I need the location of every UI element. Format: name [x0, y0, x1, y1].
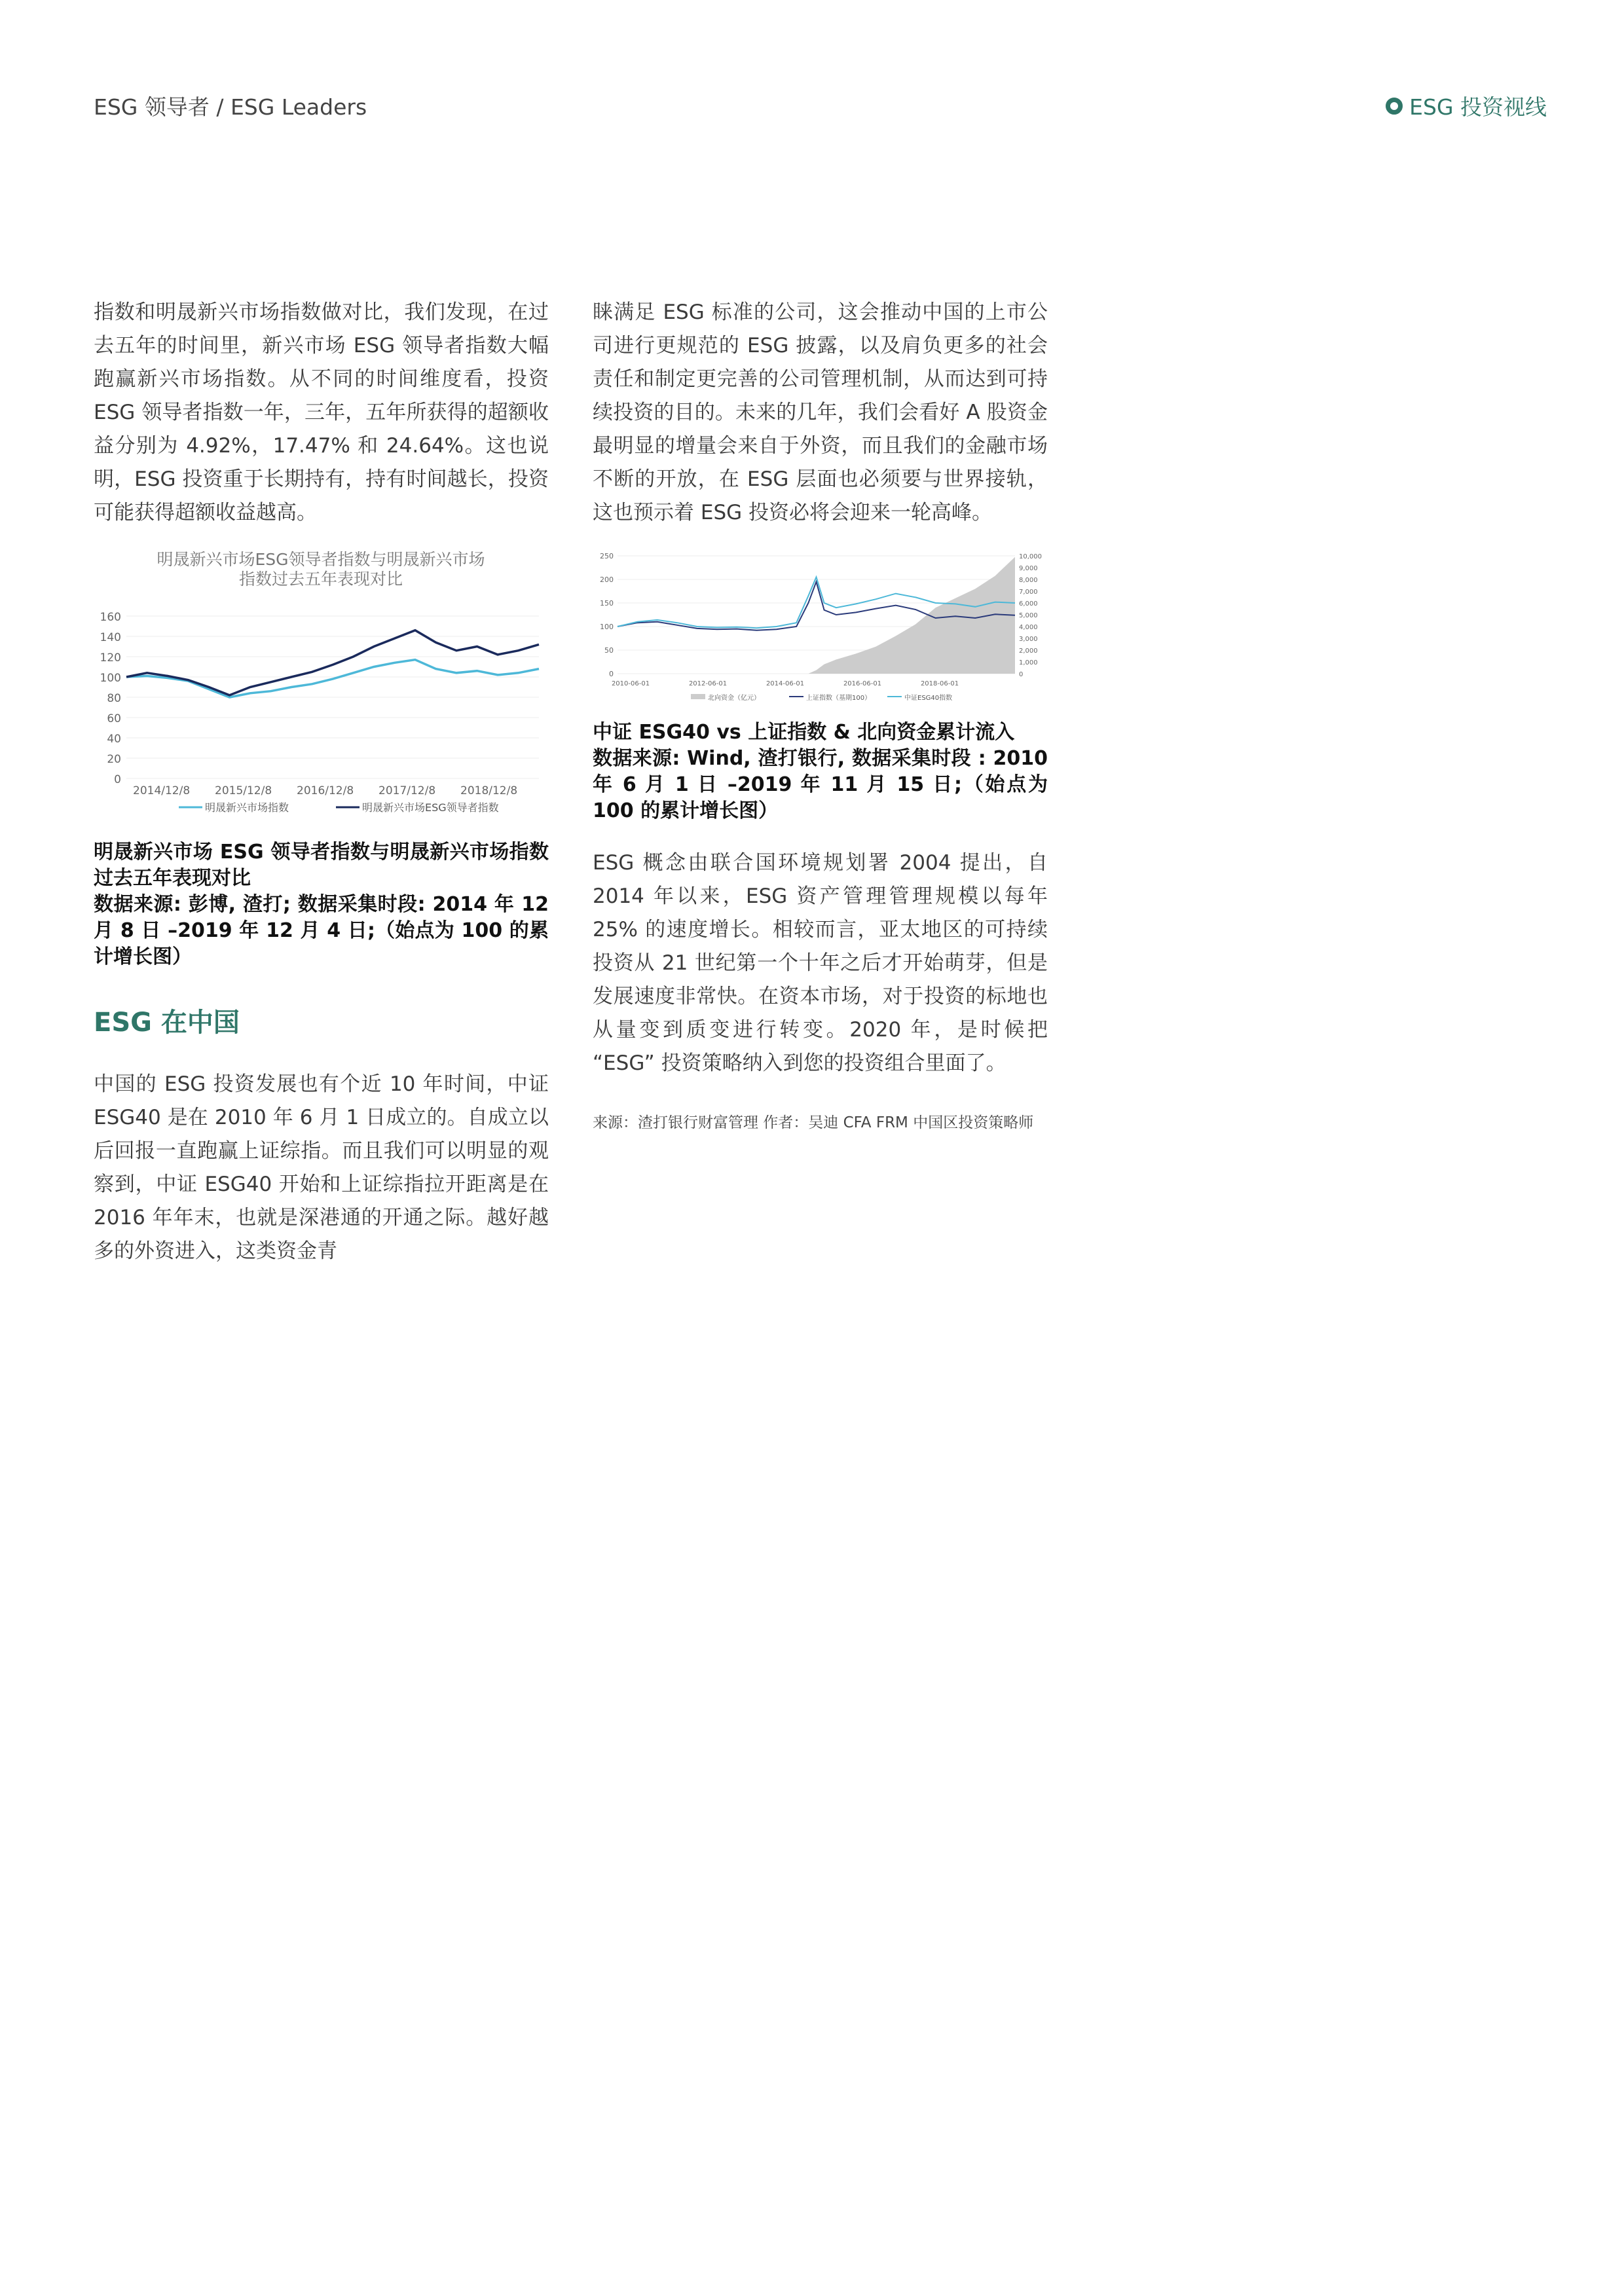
- right-paragraph-1: 睐满足 ESG 标准的公司，这会推动中国的上市公司进行更规范的 ESG 披露，以及肩负更多的社会责任和制定更完善的公司管理机制，从而达到可持续投资的目的。未来的几年，我们会看好 A 股资金最明显的增量会来自于外资，而且我们的金融市场不断的开放，在 ESG 层面也必须要与世界接轨，这也预示着 ESG 投资必将会迎来一轮高峰。: [593, 301, 1048, 524]
- chart2-y2tick-label: 9,000: [1019, 565, 1038, 572]
- chart1-caption-title: 明晟新兴市场 ESG 领导者指数与明晟新兴市场指数过去五年表现对比: [94, 841, 549, 890]
- chart2-y2tick-label: 10,000: [1019, 553, 1042, 560]
- chart1-xtick-label: 2017/12/8: [378, 784, 436, 797]
- running-header: ESG 领导者 / ESG Leaders: [94, 94, 367, 120]
- chart2-y2tick-label: 5,000: [1019, 612, 1038, 619]
- chart1-series-line: [126, 630, 539, 695]
- chart2-legend-swatch: [691, 694, 705, 699]
- chart2-y2tick-label: 8,000: [1019, 577, 1038, 584]
- chart2-y2tick-label: 7,000: [1019, 589, 1038, 596]
- chart2-ytick-label: 200: [600, 575, 614, 584]
- chart1-ytick-label: 100: [100, 672, 121, 685]
- chart1-ytick-label: 20: [107, 753, 121, 766]
- chart2-xtick-label: 2018-06-01: [920, 680, 959, 687]
- chart2-legend-label: 北向资金（亿元）: [708, 695, 760, 702]
- chart1-title-line1: 明晟新兴市场ESG领导者指数与明晟新兴市场: [157, 550, 485, 569]
- chart2-ytick-label: 250: [600, 552, 614, 560]
- chart1-xtick-label: 2016/12/8: [297, 784, 354, 797]
- chart1-xtick-label: 2015/12/8: [215, 784, 272, 797]
- chart-msci-esg: [94, 544, 549, 825]
- chart1-legend-label: 明晟新兴市场指数: [205, 801, 289, 814]
- left-paragraph-2: 中国的 ESG 投资发展也有个近 10 年时间，中证 ESG40 是在 2010 年 6 月 1 日成立的。自成立以后回报一直跑赢上证综指。而且我们可以明显的观察到，中证 ESG40 开始和上证综指拉开距离是在 2016 年年末，也就是深港通的开通之际。越好越多的外资进入，这类资金青: [94, 1072, 549, 1263]
- chart2-xtick-label: 2014-06-01: [766, 680, 805, 687]
- chart1-ytick-label: 60: [107, 712, 121, 725]
- section-heading: ESG 在中国: [94, 1008, 240, 1038]
- chart2-y2tick-label: 2,000: [1019, 647, 1038, 655]
- left-column: [94, 296, 549, 1268]
- chart2-ytick-label: 150: [600, 599, 614, 608]
- chart1-xtick-label: 2018/12/8: [460, 784, 518, 797]
- article-source: 来源：渣打银行财富管理 作者：吴迪 CFA FRM 中国区投资策略师: [593, 1114, 1034, 1131]
- chart-csi-esg40: [593, 543, 1048, 709]
- chart1-ytick-label: 80: [107, 692, 121, 705]
- chart2-y2tick-label: 4,000: [1019, 624, 1038, 631]
- chart2-ytick-label: 100: [600, 623, 614, 631]
- chart1-legend-label: 明晟新兴市场ESG领导者指数: [362, 801, 499, 814]
- chart1-ytick-label: 160: [100, 611, 121, 624]
- chart2-caption-source: 数据来源: Wind, 渣打银行, 数据采集时段 : 2010 年 6 月 1 日 –2019 年 11 月 15 日;（始点为 100 的累计增长图）: [593, 747, 1048, 822]
- right-column: [593, 296, 1048, 1133]
- chart2-y2tick-label: 1,000: [1019, 659, 1038, 666]
- chart2-area-northbound: [618, 557, 1015, 674]
- chart2-y2tick-label: 0: [1019, 671, 1024, 678]
- section-label-text: ESG 投资视线: [1409, 94, 1547, 120]
- chart2-caption-title: 中证 ESG40 vs 上证指数 & 北向资金累计流入: [593, 721, 1015, 744]
- chart1-ytick-label: 120: [100, 651, 121, 665]
- right-paragraph-2: ESG 概念由联合国环境规划署 2004 提出，自 2014 年以来，ESG 资产管理管理规模以每年 25% 的速度增长。相较而言，亚太地区的可持续投资从 21 世纪第一个十年之后才开始萌芽，但是发展速度非常快。在资本市场，对于投资的标地也从量变到质变进行转变。2020 年，是时候把 “ESG” 投资策略纳入到您的投资组合里面了。: [593, 851, 1048, 1075]
- chart2-ytick-label: 0: [609, 670, 614, 678]
- chart2-ytick-label: 50: [604, 646, 614, 655]
- chart1-ytick-label: 0: [114, 773, 121, 786]
- chart-csi-esg40-svg: [593, 543, 1048, 706]
- chart2-xtick-label: 2012-06-01: [688, 680, 728, 687]
- chart2-legend-label: 中证ESG40指数: [904, 695, 953, 702]
- section-label: [1386, 90, 1547, 121]
- chart1-ytick-label: 40: [107, 733, 121, 746]
- chart2-xtick-label: 2010-06-01: [611, 680, 650, 687]
- ring-icon: [1386, 98, 1403, 115]
- chart1-title-line2: 指数过去五年表现对比: [238, 570, 403, 589]
- chart2-legend-label: 上证指数（基期100）: [806, 695, 872, 702]
- chart1-xtick-label: 2014/12/8: [133, 784, 191, 797]
- chart2-xtick-label: 2016-06-01: [843, 680, 882, 687]
- chart1-ytick-label: 140: [100, 631, 121, 644]
- chart-msci-esg-svg: [94, 544, 549, 822]
- chart2-y2tick-label: 6,000: [1019, 600, 1038, 608]
- chart2-y2tick-label: 3,000: [1019, 636, 1038, 643]
- chart1-caption-source: 数据来源: 彭博, 渣打; 数据采集时段: 2014 年 12 月 8 日 –2019 年 12 月 4 日;（始点为 100 的累计增长图）: [94, 893, 549, 968]
- left-paragraph-1: 指数和明晟新兴市场指数做对比，我们发现，在过去五年的时间里，新兴市场 ESG 领导者指数大幅跑赢新兴市场指数。从不同的时间维度看，投资 ESG 领导者指数一年，三年，五年所获得的超额收益分别为 4.92%，17.47% 和 24.64%。这也说明，ESG 投资重于长期持有，持有时间越长，投资可能获得超额收益越高。: [94, 301, 549, 524]
